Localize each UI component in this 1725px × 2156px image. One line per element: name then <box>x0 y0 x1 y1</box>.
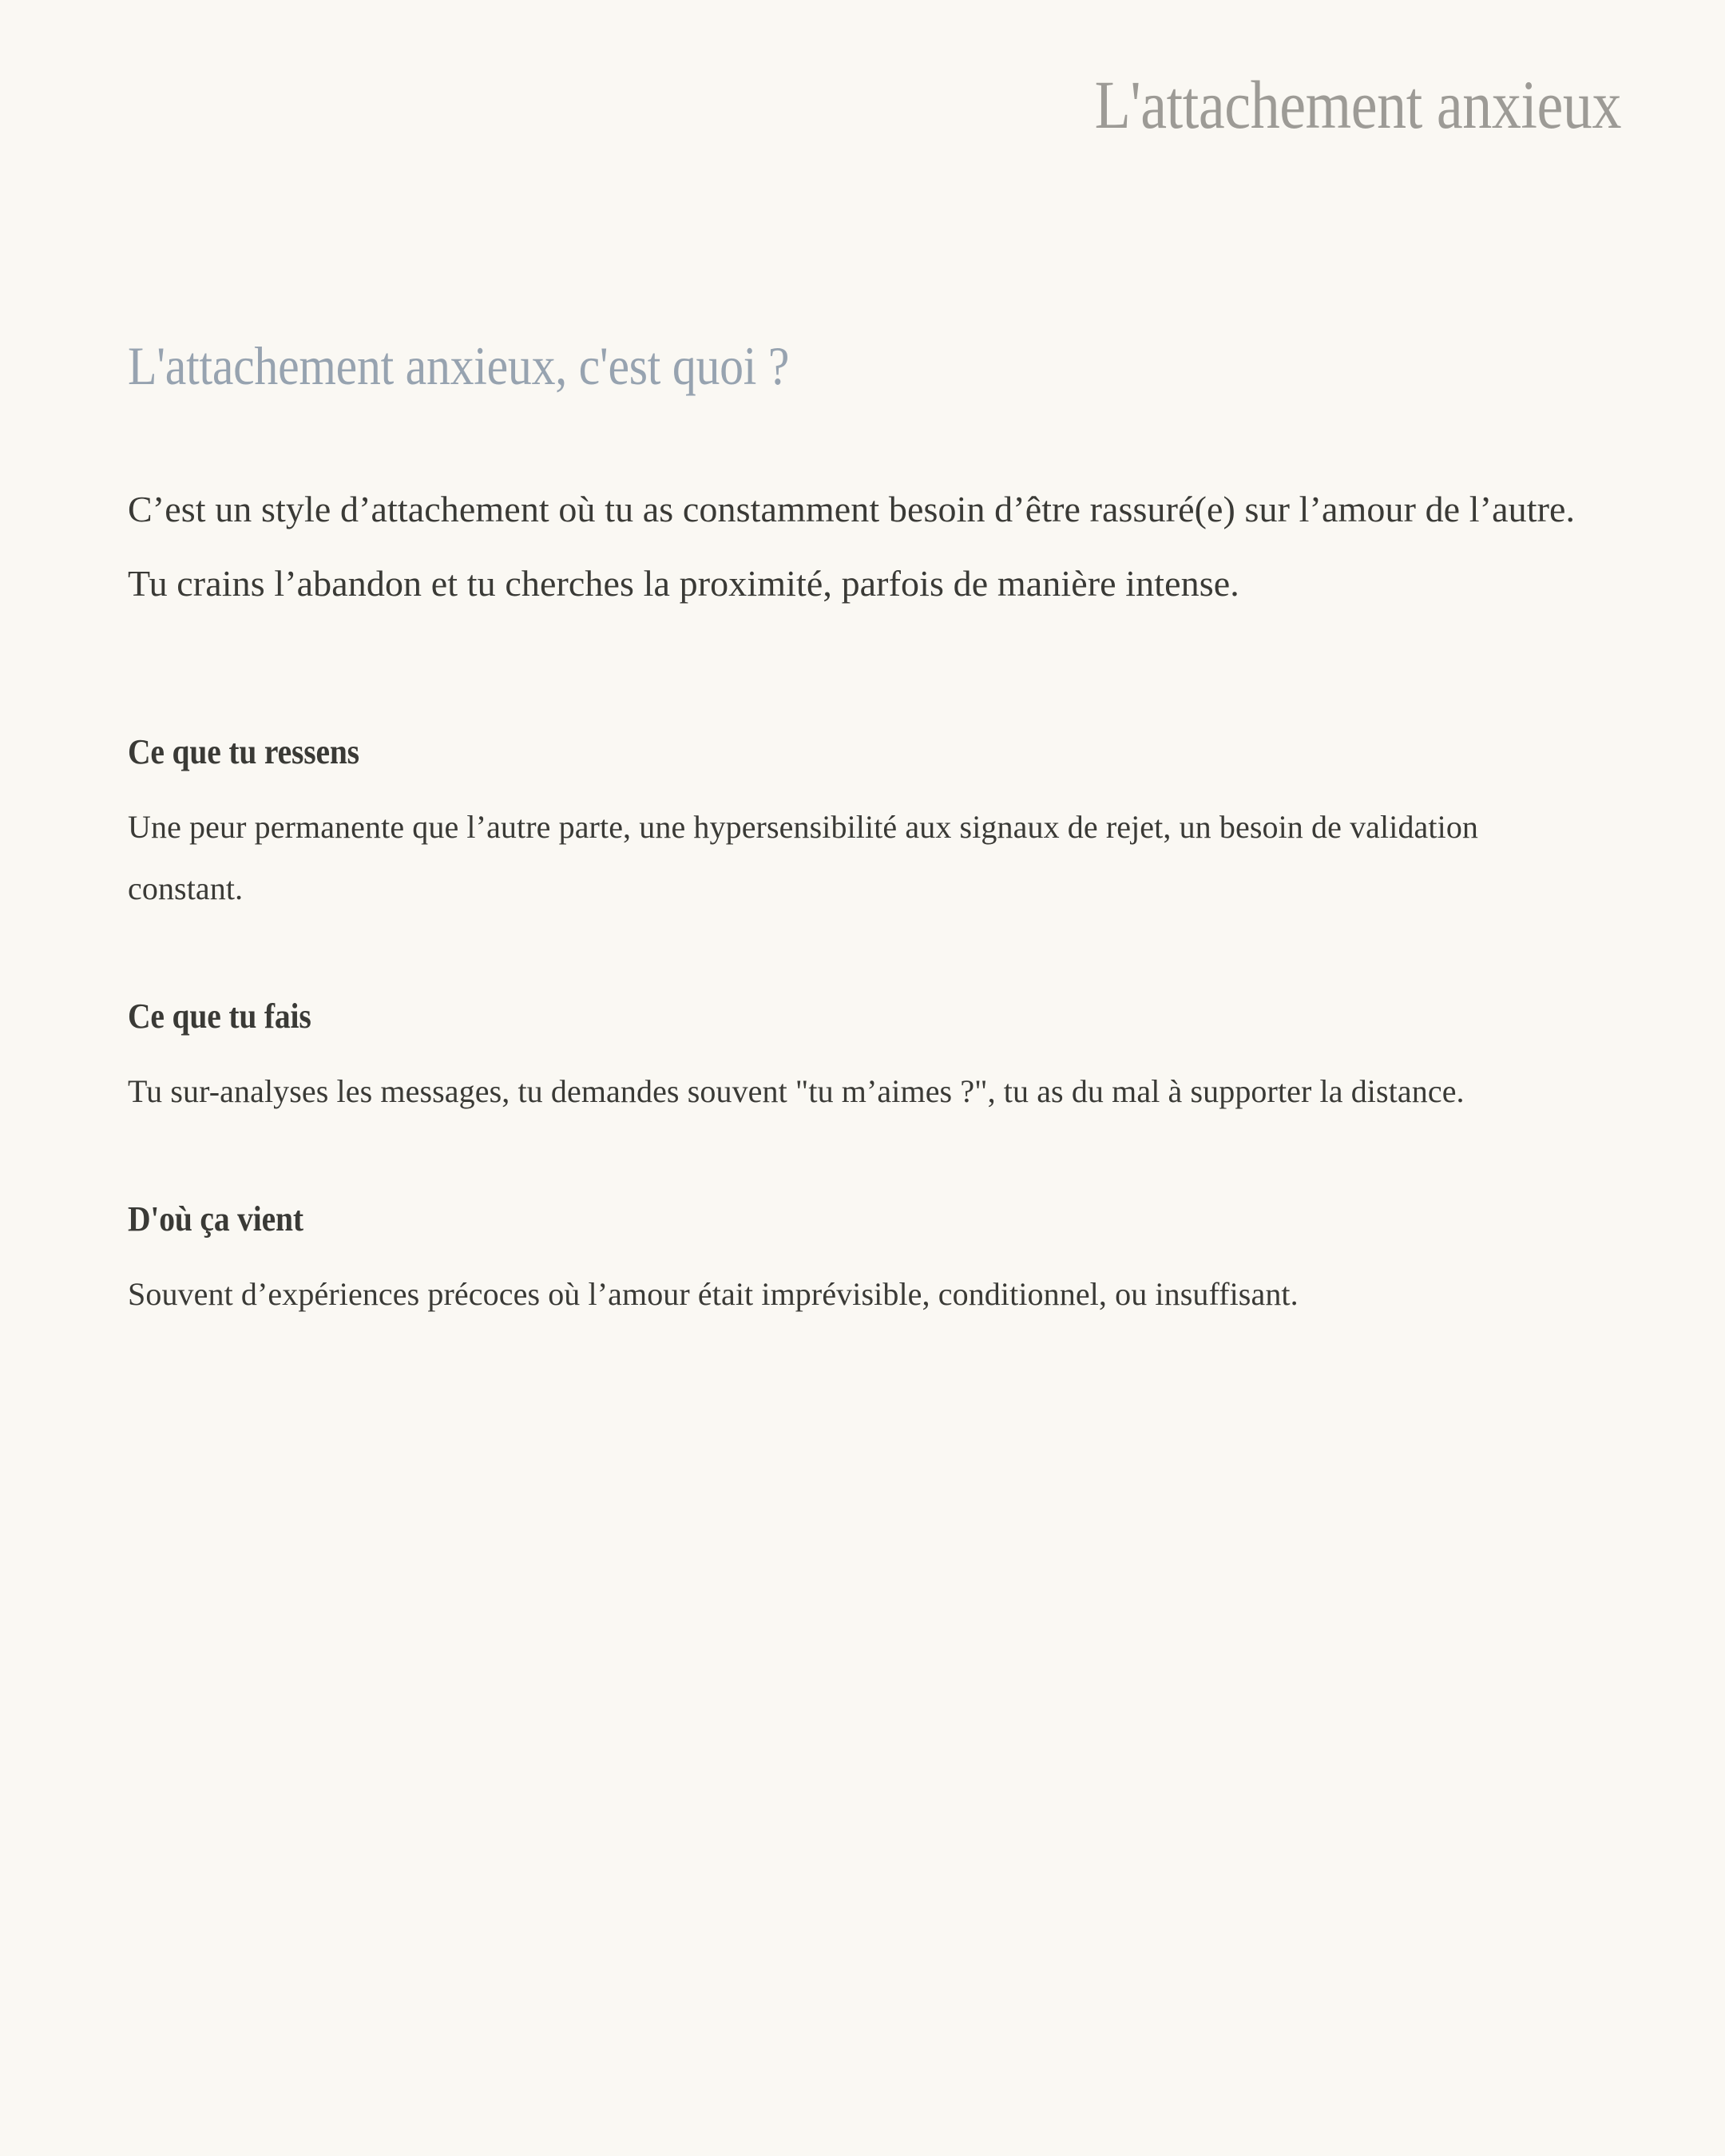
subsection-heading: Ce que tu fais <box>128 997 311 1036</box>
subsection-text: Une peur permanente que l’autre parte, une hypersensibilité aux signaux de rejet, un besoin de validation constant. <box>128 808 1479 906</box>
document-body <box>128 335 1597 1325</box>
subsection-heading: D'où ça vient <box>128 1199 303 1239</box>
subsection-text: Tu sur-analyses les messages, tu demandes souvent "tu m’aimes ?", tu as du mal à supporter la distance. <box>128 1072 1465 1109</box>
section-intro-paragraph: C’est un style d’attachement où tu as constamment besoin d’être rassuré(e) sur l’amour de l’autre. Tu crains l’abandon et tu cherches la proximité, parfois de manière intense. <box>128 489 1576 604</box>
page-title: L'attachement anxieux <box>1094 66 1621 143</box>
subsection-d-ou-ca-vient <box>128 1199 1597 1325</box>
subsection-ce-que-tu-fais <box>128 996 1597 1122</box>
section-heading: L'attachement anxieux, c'est quoi ? <box>128 335 790 396</box>
subsection-text: Souvent d’expériences précoces où l’amour était imprévisible, conditionnel, ou insuffisant. <box>128 1275 1299 1312</box>
subsection-list <box>128 731 1597 1325</box>
document-header <box>128 66 1621 143</box>
subsection-ce-que-tu-ressens <box>128 731 1597 919</box>
subsection-heading: Ce que tu ressens <box>128 731 359 771</box>
